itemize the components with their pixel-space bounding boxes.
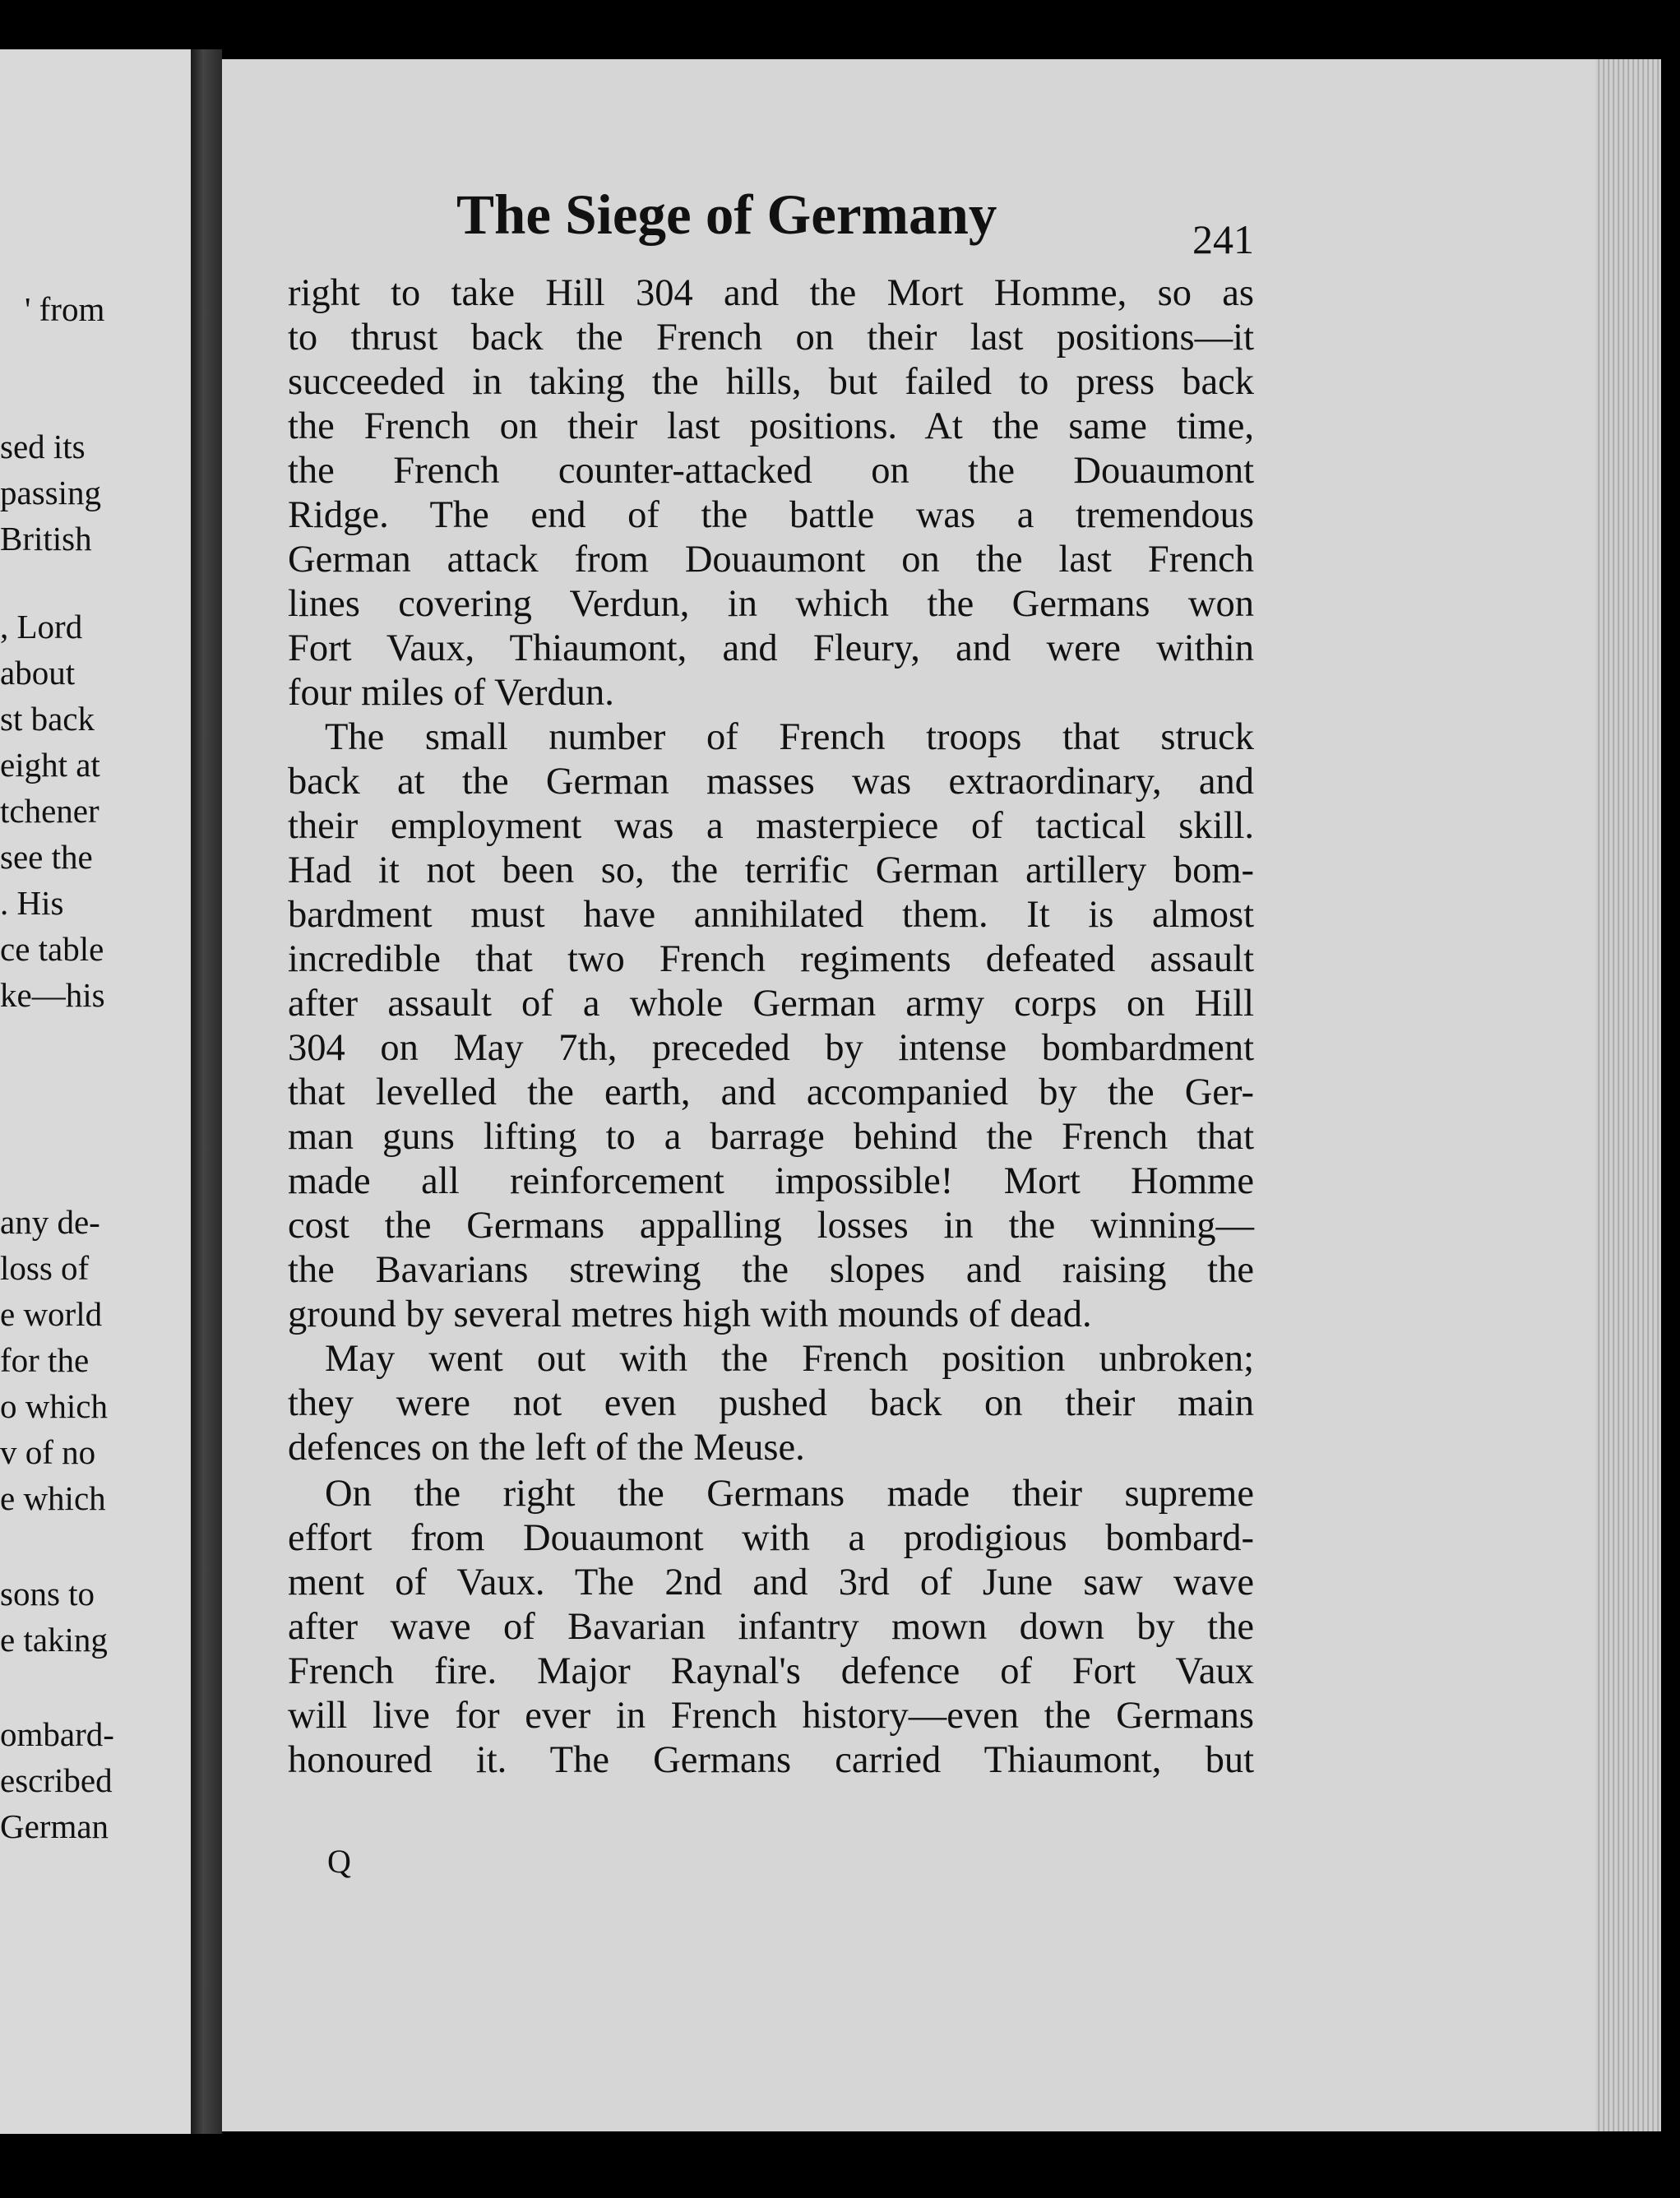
left-fragment: e taking <box>0 1621 108 1659</box>
left-fragment: e which <box>0 1479 106 1517</box>
text-line: the French counter-attacked on the Douaumont <box>288 450 1254 492</box>
text-line: May went out with the French position unbroken; <box>325 1338 1254 1380</box>
left-fragment: ' from <box>25 290 105 328</box>
text-line: after assault of a whole German army corps on Hill <box>288 983 1254 1025</box>
left-fragment: v of no <box>0 1433 96 1471</box>
left-fragment: o which <box>0 1387 108 1425</box>
text-line: to thrust back the French on their last positions—it <box>288 317 1254 359</box>
text-line: Ridge. The end of the battle was a tremendous <box>288 494 1254 536</box>
left-fragment: see the <box>0 838 93 876</box>
text-line: effort from Douaumont with a prodigious bombard- <box>288 1517 1254 1559</box>
left-page <box>0 49 191 2134</box>
text-line: they were not even pushed back on their main <box>288 1382 1254 1424</box>
text-line: back at the German masses was extraordinary, and <box>288 761 1254 803</box>
text-line: after wave of Bavarian infantry mown down by the <box>288 1606 1254 1648</box>
text-line: Had it not been so, the terrific German artillery bom- <box>288 849 1254 891</box>
text-line: incredible that two French regiments defeated assault <box>288 938 1254 980</box>
left-fragment: German <box>0 1807 109 1845</box>
text-line: ment of Vaux. The 2nd and 3rd of June saw wave <box>288 1562 1254 1603</box>
left-fragment: st back <box>0 700 95 738</box>
text-line: their employment was a masterpiece of tactical skill. <box>288 805 1254 847</box>
text-line: the Bavarians strewing the slopes and raising the <box>288 1249 1254 1291</box>
text-line: 304 on May 7th, preceded by intense bombardment <box>288 1027 1254 1069</box>
text-line: ground by several metres high with mounds of dead. <box>288 1293 1092 1335</box>
left-fragment: any de- <box>0 1203 100 1241</box>
left-fragment: . His <box>0 884 64 922</box>
left-fragment: sons to <box>0 1575 95 1613</box>
running-head: The Siege of Germany <box>456 183 997 246</box>
left-fragment: for the <box>0 1341 90 1379</box>
text-line: that levelled the earth, and accompanied by the Ger- <box>288 1071 1254 1113</box>
text-line: On the right the Germans made their supreme <box>325 1473 1254 1515</box>
page-edges <box>1595 59 1661 2131</box>
page-number: 241 <box>1192 216 1254 262</box>
left-fragment: ce table <box>0 930 104 968</box>
left-fragment: eight at <box>0 746 100 784</box>
text-line: man guns lifting to a barrage behind the French that <box>288 1116 1254 1158</box>
left-fragment: ke—his <box>0 976 105 1014</box>
left-fragment: , Lord <box>0 608 83 646</box>
left-fragment: passing <box>0 474 101 511</box>
left-fragment: ombard- <box>0 1715 114 1753</box>
text-line: will live for ever in French history—even the Germans <box>288 1695 1254 1737</box>
text-line: succeeded in taking the hills, but failed to press back <box>288 361 1254 403</box>
text-line: the French on their last positions. At the same time, <box>288 405 1254 447</box>
text-line: cost the Germans appalling losses in the winning— <box>288 1205 1254 1247</box>
signature-mark: Q <box>327 1843 351 1880</box>
left-fragment: e world <box>0 1295 103 1333</box>
text-line: made all reinforcement impossible! Mort Homme <box>288 1160 1254 1202</box>
text-line: lines covering Verdun, in which the Germans won <box>288 583 1254 625</box>
text-line: defences on the left of the Meuse. <box>288 1427 805 1469</box>
text-line: German attack from Douaumont on the last French <box>288 539 1254 581</box>
text-line: The small number of French troops that struck <box>325 716 1254 758</box>
left-fragment: loss of <box>0 1249 90 1287</box>
left-fragment: about <box>0 654 76 692</box>
left-fragment: escribed <box>0 1761 113 1799</box>
text-line: four miles of Verdun. <box>288 672 614 714</box>
text-line: French fire. Major Raynal's defence of Fort Vaux <box>288 1650 1254 1692</box>
book-spine <box>191 49 222 2134</box>
left-fragment: sed its <box>0 428 86 465</box>
text-line: Fort Vaux, Thiaumont, and Fleury, and were within <box>288 627 1254 669</box>
left-fragment: tchener <box>0 792 100 830</box>
text-line: right to take Hill 304 and the Mort Homme, so as <box>288 272 1254 314</box>
text-line: bardment must have annihilated them. It is almost <box>288 894 1254 936</box>
text-line: honoured it. The Germans carried Thiaumont, but <box>288 1739 1254 1781</box>
left-fragment: British <box>0 520 92 558</box>
